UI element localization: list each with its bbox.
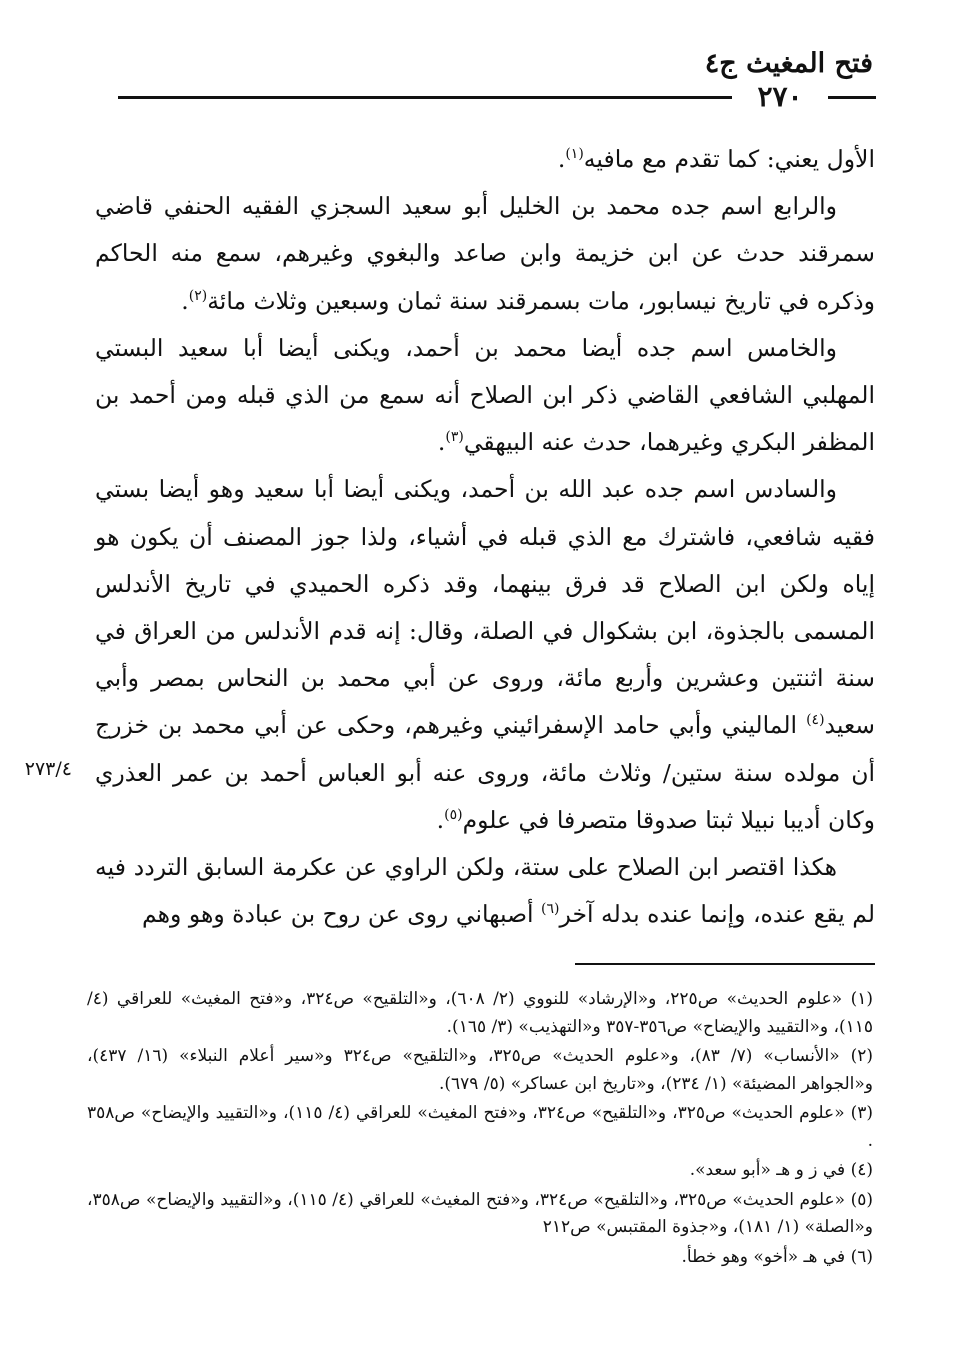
body-text-segment: . — [181, 286, 189, 315]
body-text-segment: الأول يعني: كما تقدم مع مافيه — [583, 145, 875, 173]
running-header-title: فتح المغيث ج٤ — [704, 48, 873, 79]
body-paragraph — [95, 844, 875, 938]
body-paragraph — [95, 466, 875, 844]
footnote: (٤) في ز و هـ «أبو سعد». — [689, 1160, 873, 1180]
body-paragraph — [95, 325, 875, 467]
footnote-reference: (٦) — [541, 901, 560, 918]
footnote: (١) «علوم الحديث» ص٢٢٥، و«الإرشاد» للنووي (٢/ ٦٠٨)، و«التلقيح» ص٣٢٤، و«فتح المغيث» للعراقي (٤/ ١١٥)، و«التقييد والإيضاح» ص٣٥٦-٣٥٧ و«التهذيب» (٣/ ١٦٥). — [87, 989, 873, 1037]
footnote: (٢) «الأنساب» (٧/ ٨٣)، و«علوم الحديث» ص٣٢٥، و«التلقيح» ص٣٢٤ و«سير أعلام النبلاء» (١٦/ ٤٣٧)، و«الجواهر المضيئة» (١/ ٢٣٤)، و«تاريخ ابن عساكر» (٥/ ٦٧٩). — [87, 1046, 874, 1094]
footnote-reference: (٤) — [806, 712, 825, 729]
body-text-segment: . — [437, 428, 446, 457]
body-paragraph — [95, 136, 875, 183]
body-text-segment: . — [436, 805, 445, 834]
footnote-reference: (٥) — [444, 807, 463, 824]
body-text-segment: هكذا اقتصر ابن الصلاح على ستة، ولكن الراوي عن عكرمة السابق التردد فيه لم يقع عنده، وإنما عنده بدله آخر — [95, 853, 875, 929]
body-text-segment: والرابع اسم جده محمد بن الخليل أبو سعيد السجزي الفقيه الحنفي قاضي سمرقند حدث عن ابن خزيمة وابن صاعد والبغوي وغيرهم، سمع منه الحاكم وذكره في تاريخ نيسابور، مات بسمرقند سنة ثمان وسبعين وثلاث مائة — [95, 192, 875, 315]
footnote: (٣) «علوم الحديث» ص٣٢٥، و«التلقيح» ص٣٢٤، و«فتح المغيث» للعراقي (٤/ ١١٥)، و«التقييد والإيضاح» ص٣٥٨ . — [87, 1103, 873, 1151]
body-text-segment: والسادس اسم جده عبد الله بن أحمد، ويكنى أيضا أبا سعيد وهو أيضا بستي فقيه شافعي، فاشترك مع الذي قبله في أشياء، ولذا جوز المصنف أن يكون هو إياه ولكن ابن الصلاح قد فرق بينهما، وقد ذكره الحميدي في تاريخ الأندلس المسمى بالجذوة، ابن بشكوال في الصلة، وقال: إنه قدم الأندلس من العراق في سنة اثنتين وعشرين وأربع مائة، وروى عن أبي محمد بن النحاس بمصر وأبي سعيد — [95, 475, 875, 740]
footnote-reference: (٢) — [188, 287, 208, 304]
page-number: ٢٧٠ — [732, 82, 828, 112]
footnotes — [87, 986, 873, 1273]
main-text — [95, 136, 875, 938]
margin-page-reference: ٢٧٣/٤ — [24, 758, 72, 780]
body-paragraph — [95, 183, 875, 325]
footnote-rule — [575, 963, 875, 965]
body-text-segment: الماليني وأبي حامد الإسفرائيني وغيرهم، وحكى عن أبي محمد بن خزرج أن مولده سنة ستين/ وثلاث مائة، وروى عنه أبو العباس أحمد بن عمر العذري وكان أديبا نبيلا ثبتا صدوقا متصرفا في علوم — [95, 711, 875, 834]
body-text-segment: أصبهاني روى عن روح بن عبادة وهو وهم — [141, 900, 542, 929]
footnote-reference: (٣) — [445, 429, 464, 446]
footnote: (٥) «علوم الحديث» ص٣٢٥، و«التلقيح» ص٣٢٤، و«فتح المغيث» للعراقي (٤/ ١١٥)، و«التقييد والإيضاح» ص٣٥٨، و«الصلة» (١/ ١٨١)، و«جذوة المقتبس» ص٢١٢ — [87, 1189, 873, 1237]
footnote: (٦) في هـ «أخو» وهو خطأ. — [681, 1246, 873, 1267]
body-text-segment: والخامس اسم جده أيضا محمد بن أحمد، ويكنى أيضا أبا سعيد البستي المهلبي الشافعي القاضي ذكر ابن الصلاح أنه سمع من الذي قبله ومن أحمد بن المظفر البكري وغيرهما، حدث عنه البيهقي — [95, 333, 875, 457]
body-text-segment: . — [557, 145, 566, 173]
footnote-reference: (١) — [565, 146, 584, 163]
